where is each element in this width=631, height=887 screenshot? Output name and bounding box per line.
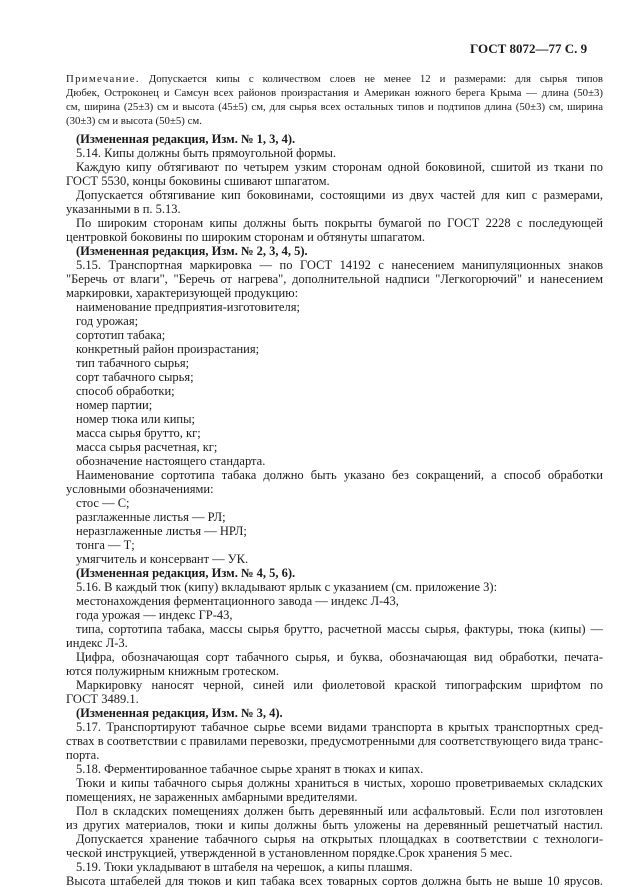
amendment-note: (Измененная редакция, Изм. № 1, 3, 4). [76,132,296,146]
text-line: маркировки, характеризующей продукцию: [66,286,299,300]
text-line: 5.16. В каждый тюк (кипу) вкладывают ярлык с указанием (см. приложение 3): [76,580,498,594]
text-line: 5.14. Кипы должны быть прямоугольной формы. [76,146,337,160]
list-item: типа, сортотипа табака, массы сырья брутто, расчетной массы сырья, фактуры, тюка (кипы) — [76,622,603,636]
amendment-note: (Измененная редакция, Изм. № 4, 5, 6). [76,566,296,580]
note-line: (30±3) см и высота (50±5) см. [66,115,202,127]
text-line: Пол в складских помещениях должен быть деревянный или асфальтовый. Если пол изготовлен [76,804,603,818]
list-item: разглаженные листья — РЛ; [76,510,226,524]
text-line: условными обозначениями: [66,482,214,496]
text-line: "Беречь от влаги", "Беречь от нагрева", дополнительной надписи "Легкогорючий" и нанесением [66,272,603,286]
text-line: помещениях, не зараженных амбарными вредителями. [66,790,358,804]
text-line: Тюки и кипы табачного сырья должны храниться в чистых, хорошо проветриваемых складских [76,776,603,790]
list-item: масса сырья расчетная, кг; [76,440,218,454]
text-line: По широким сторонам кипы должны быть покрыты бумагой по ГОСТ 2228 с последующей [76,216,603,230]
list-item: год урожая; [76,314,139,328]
list-item: масса сырья брутто, кг; [76,426,201,440]
note-line: Дюбек, Остроконец и Самсун всех районов произрастания и Американ южного берега Крыма — длина (50±3) [66,87,603,99]
text-line: Маркировку наносят черной, синей или фиолетовой краской типографским шрифтом по [76,678,603,692]
text-line: из других материалов, тюки и кипы должны быть уложены на деревянный решетчатый настил. [66,818,603,832]
text-line: ГОСТ 5530, концы боковины сшивают шпагатом. [66,174,330,188]
list-item: номер тюка или кипы; [76,412,195,426]
list-item: неразглаженные листья — НРЛ; [76,524,247,538]
text-line: Цифра, обозначающая сорт табачного сырья, и буква, обозначающая вид обработки, печата- [76,650,603,664]
text-line: 5.17. Транспортируют табачное сырье всеми видами транспорта в крытых транспортных сред- [76,720,603,734]
list-item: местонахождения ферментационного завода — индекс Л-43, [76,594,399,608]
text-line: ГОСТ 3489.1. [66,692,139,706]
list-item: сортотип табака; [76,328,166,342]
list-item: тип табачного сырья; [76,356,190,370]
note-label: Примечание. [66,73,140,85]
note-line [66,72,603,86]
list-item: конкретный район произрастания; [76,342,260,356]
list-item: способ обработки; [76,384,175,398]
list-item: тонга — Т; [76,538,135,552]
text-line: порта. [66,748,100,762]
text-line: Допускается обтягивание кип боковинами, состоящими из двух частей для кип с размерами, [76,188,603,202]
list-item: умягчитель и консервант — УК. [76,552,249,566]
text-line: Допускается хранение табачного сырья на открытых площадках в соответствии с технологи- [76,832,603,846]
text-line: центровкой боковины по широким сторонам и обтянуты шпагатом. [66,230,426,244]
text-line: Наименование сортотипа табака должно быть указано без сокращений, а способ обработки [76,468,603,482]
list-item: номер партии; [76,398,153,412]
text-line: указанными в п. 5.13. [66,202,181,216]
text-line: ствах в соответствии с правилами перевозки, предусмотренными для соответствующего вида транс- [66,734,603,748]
amendment-note: (Измененная редакция, Изм. № 3, 4). [76,706,283,720]
text-line: индекс Л-3. [66,636,128,650]
text-line: 5.19. Тюки укладывают в штабеля на черешок, а кипы плашмя. [76,860,413,874]
list-item: стос — С; [76,496,130,510]
text-line: 5.15. Транспортная маркировка — по ГОСТ 14192 с нанесением манипуляционных знаков [76,258,603,272]
amendment-note: (Измененная редакция, Изм. № 2, 3, 4, 5). [76,244,308,258]
note-text: Допускается кипы с количеством слоев не менее 12 и размерами: для сырья типов [139,73,603,85]
text-line: ческой инструкцией, утвержденной в установленном порядке.Срок хранения 5 мес. [66,846,513,860]
list-item: наименование предприятия-изготовителя; [76,300,300,314]
text-line: Высота штабелей для тюков и кип табака всех товарных сортов должна быть не выше 10 ярусов. [66,874,603,887]
note-line: см, ширина (25±3) см и высота (45±5) см, для сырья всех остальных типов и подтипов длина (50±3) см, ширина [66,101,603,113]
list-item: сорт табачного сырья; [76,370,194,384]
text-line: ются полужирным книжным гротеском. [66,664,280,678]
text-line: 5.18. Ферментированное табачное сырье хранят в тюках и кипах. [76,762,424,776]
list-item: обозначение настоящего стандарта. [76,454,266,468]
page-header: ГОСТ 8072—77 С. 9 [470,41,588,56]
list-item: года урожая — индекс ГР-43, [76,608,233,622]
text-line: Каждую кипу обтягивают по четырем узким сторонам одной боковиной, сшитой из ткани по [76,160,603,174]
